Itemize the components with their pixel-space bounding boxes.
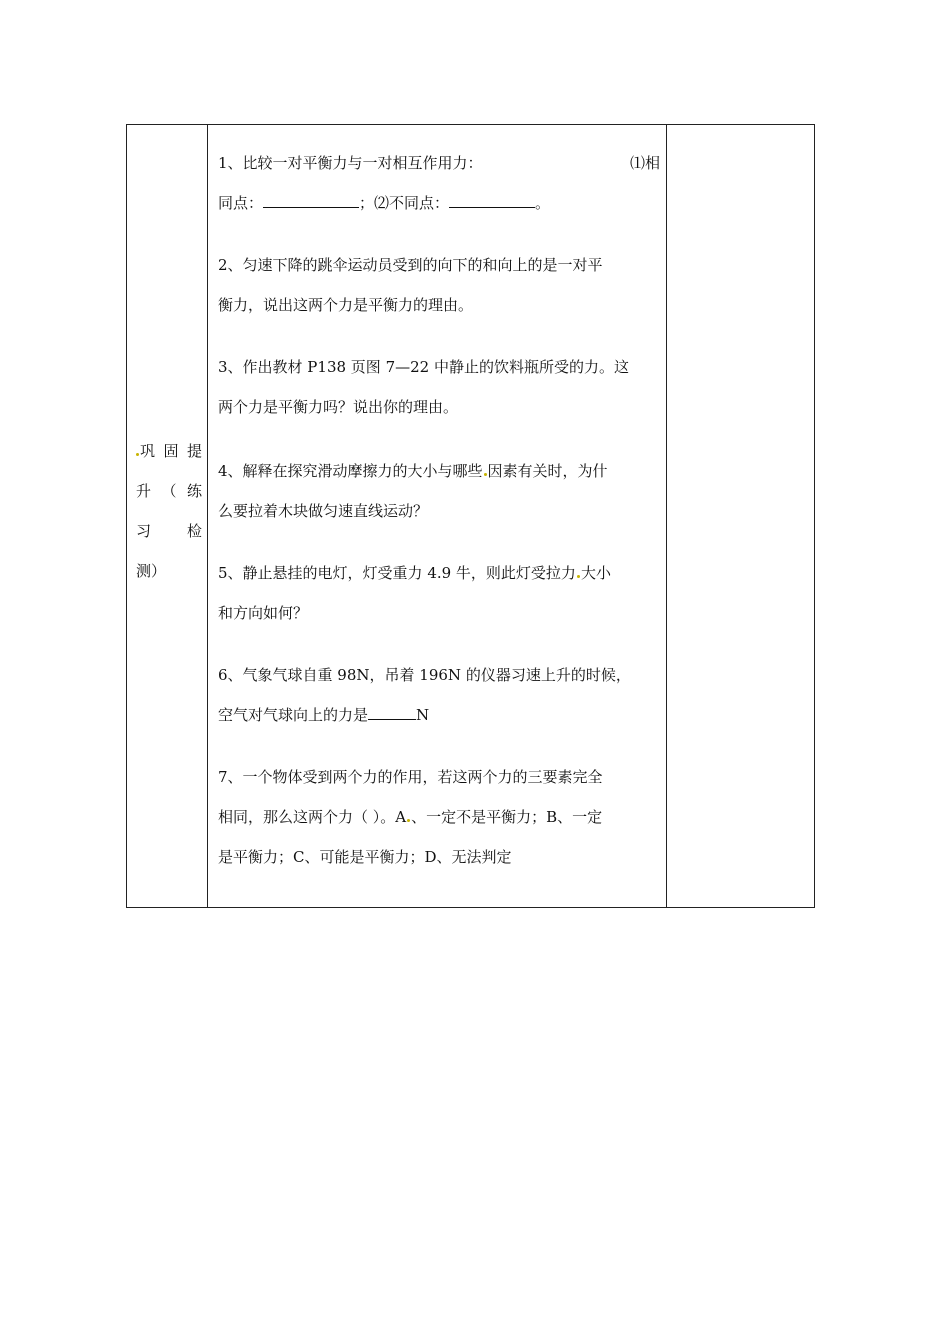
questions-cell [208,125,667,907]
question-line: 么要拉着木块做匀速直线运动？ [218,502,429,520]
question-text: ；⑵不同点： [359,194,450,212]
section-label-char: （ [161,482,177,500]
question-line [218,553,660,593]
marker-dot-icon [484,473,487,476]
marker-dot-icon [136,453,139,456]
answer-blank[interactable] [449,185,535,208]
question-line: 2、匀速下降的跳伞运动员受到的向下的和向上的是一对平 [218,256,603,274]
question-text: 空气对气球向上的力是 [218,706,369,724]
section-label-cell [127,125,208,907]
question-line: 3、作出教材 P138 页图 7—22 中静止的饮料瓶所受的力。这 [218,358,629,376]
question-2 [218,245,660,325]
question-7 [218,757,660,877]
marker-dot-icon [577,575,580,578]
question-text: 1、比较一对平衡力与一对相互作用力： [218,154,483,172]
question-line [218,797,660,837]
question-5 [218,553,660,633]
question-line: 衡力，说出这两个力是平衡力的理由。 [218,296,474,314]
answer-blank[interactable] [368,697,416,720]
question-text: 5、静止悬挂的电灯，灯受重力 4.9 牛，则此灯受拉力 [218,564,576,582]
question-line [218,183,660,223]
question-text: 同点： [218,194,264,212]
question-text: ⑴相 [629,154,660,172]
section-label-row [136,471,202,511]
section-label-char: 练 [186,482,202,500]
section-label-char: 检 [186,522,202,540]
section-label-char: 习 [136,522,152,540]
question-line: 和方向如何？ [218,604,309,622]
marker-dot-icon [407,819,410,822]
question-line: 6、气象气球自重 98N，吊着 196N 的仪器习速上升的时候， [218,666,631,684]
question-line [218,695,660,735]
section-label-char: 升 [136,482,152,500]
section-label-row [136,511,202,551]
section-label-char: 提 [186,442,202,460]
section-label-char [136,431,155,471]
question-3 [218,347,660,427]
question-line: 7、一个物体受到两个力的作用，若这两个力的三要素完全 [218,768,603,786]
section-label-char: 固 [163,442,179,460]
answer-blank[interactable] [263,185,359,208]
section-label-row [136,431,202,471]
question-4 [218,451,660,531]
question-1 [218,143,660,223]
question-text: 大小 [580,564,611,582]
question-line: 两个力是平衡力吗？说出你的理由。 [218,398,459,416]
question-text: 。 [535,194,551,212]
question-line: 是平衡力；C、可能是平衡力；D、无法判定 [218,848,512,866]
question-text: 因素有关时，为什 [487,462,608,480]
question-line [218,143,660,183]
section-label-char: 测） [136,562,167,580]
question-line [218,451,660,491]
question-text: 、一定不是平衡力；B、一定 [411,808,603,826]
question-6 [218,655,660,735]
worksheet-table [126,124,815,908]
question-text: 4、解释在探究滑动摩擦力的大小与哪些 [218,462,483,480]
question-text: 相同，那么这两个力（ ）。A [218,808,407,826]
section-label-char-text: 巩 [140,442,156,460]
question-text: N [416,706,430,724]
notes-cell [667,125,814,907]
section-label [136,431,202,591]
section-label-row [136,551,202,591]
